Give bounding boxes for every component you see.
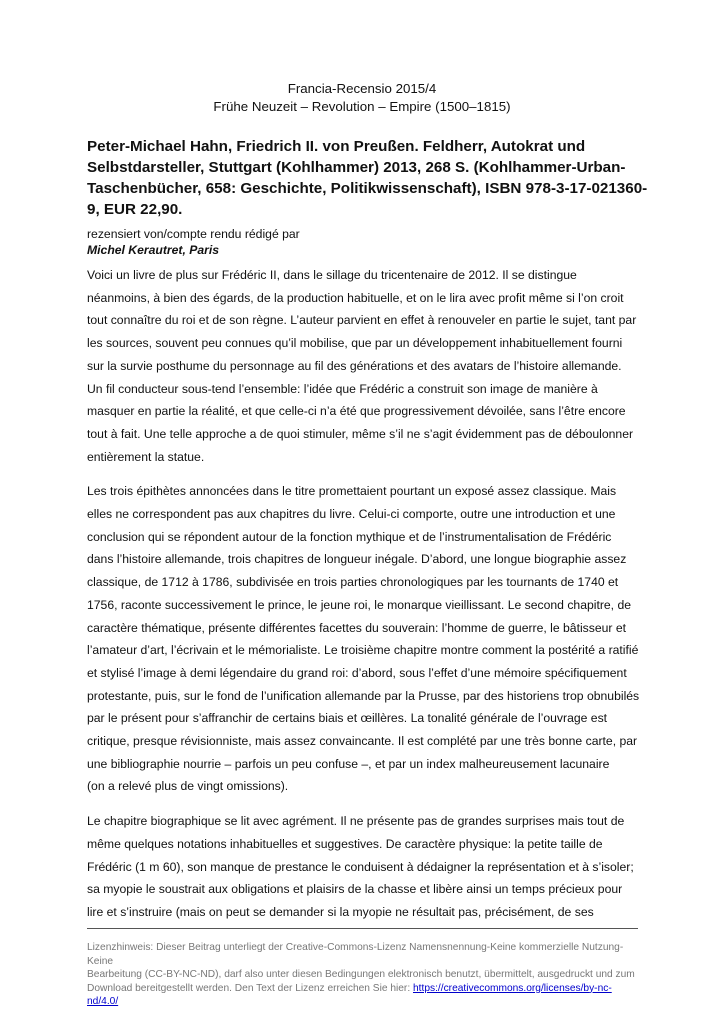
- title-line: Peter-Michael Hahn, Friedrich II. von Preußen. Feldherr, Autokrat und: [87, 138, 586, 155]
- text-line: tout connaître du roi et de son règne. L’auteur parvient en effet à renouveler en partie le sujet, tant par: [87, 313, 637, 328]
- text-line: lire et s’instruire (mais on peut se demander si la myopie ne résultait pas, précisément, de ses: [87, 904, 594, 919]
- section-heading: Frühe Neuzeit – Revolution – Empire (1500–1815): [213, 99, 511, 114]
- text-line: tout à fait. Une telle approche a de quoi stimuler, même s’il ne s’agit évidemment pas de déboulonner: [87, 426, 634, 441]
- text-line: néanmoins, à bien des égards, de la production habituelle, et on le lira avec profit même si l’on croit: [87, 290, 624, 305]
- license-notice: [87, 941, 638, 1009]
- byline: [87, 226, 300, 258]
- text-line: même quelques notations inhabituelles et suggestives. De caractère physique: la petite taille de: [87, 836, 603, 851]
- text-line: et stylisé l’image à demi légendaire du grand roi: d’abord, sous l’effet d’une mémoire spécifiquement: [87, 665, 627, 680]
- text-line: Les trois épithètes annoncées dans le titre promettaient pourtant un exposé assez classique. Mais: [87, 484, 617, 499]
- text-line: (on a relevé plus de vingt omissions).: [87, 779, 289, 794]
- text-line: les sources, souvent peu connues qu’il mobilise, que par un développement inhabituellement fourni: [87, 336, 623, 351]
- text-line: une bibliographie nourrie – parfois un peu confuse –, et par un index malheureusement lacunaire: [87, 756, 610, 771]
- text-line: conclusion qui se répondent autour de la fonction mythique et de l’instrumentalisation de Frédéric: [87, 529, 612, 544]
- text-line: Frédéric (1 m 60), son manque de prestance le conduisent à dédaigner la représentation et à s’isoler;: [87, 859, 634, 874]
- license-text-line: Bearbeitung (CC-BY-NC-ND), darf also unter diesen Bedingungen elektronisch benutzt, übermittelt, ausgedruckt und zum: [87, 969, 635, 980]
- title-line: Taschenbücher, 658: Geschichte, Politikwissenschaft), ISBN 978-3-17-021360-: [87, 180, 648, 197]
- paragraph: [87, 264, 638, 468]
- text-line: l’amateur d’art, l’écrivain et le mémorialiste. Le troisième chapitre montre comment la postérité a ratifié: [87, 643, 639, 658]
- license-text-line: [87, 982, 638, 1009]
- text-line: protestante, puis, sur le fond de l’unification allemande par la Prusse, par des historiens trop obnubilés: [87, 688, 640, 703]
- review-body: [87, 264, 638, 936]
- reviewer-name: Michel Kerautret, Paris: [87, 243, 220, 257]
- title-line: Selbstdarsteller, Stuttgart (Kohlhammer) 2013, 268 S. (Kohlhammer-Urban-: [87, 159, 626, 176]
- text-line: Un fil conducteur sous-tend l’ensemble: l’idée que Frédéric a construit son image de manière à: [87, 381, 598, 396]
- text-line: Voici un livre de plus sur Frédéric II, dans le sillage du tricentenaire de 2012. Il se distingue: [87, 268, 577, 282]
- text-line: Le chapitre biographique se lit avec agrément. Il ne présente pas de grandes surprises mais tout de: [87, 814, 625, 829]
- paragraph: [87, 480, 638, 798]
- text-line: par le présent pour s’affranchir de certains biais et œillères. La tonalité générale de l’ouvrage est: [87, 711, 608, 726]
- text-line: critique, presque révisionniste, mais assez convaincante. Il est complété par une très bonne carte, par: [87, 734, 638, 749]
- paragraph: [87, 810, 638, 924]
- text-line: sa myopie le soustrait aux obligations et plaisirs de la chasse et libère ainsi un temps précieux pour: [87, 882, 623, 897]
- title-line: 9, EUR 22,90.: [87, 201, 183, 218]
- text-line: 1756, raconte successivement le prince, le jeune roi, le monarque vieillissant. Le second chapitre, de: [87, 597, 632, 612]
- license-text-prefix: Download bereitgestellt werden. Den Text der Lizenz erreichen Sie hier:: [87, 982, 413, 994]
- text-line: sur la survie posthume du personnage au fil des générations et des avatars de l’histoire allemande.: [87, 358, 622, 373]
- text-line: entièrement la statue.: [87, 449, 205, 464]
- license-text-line: Lizenzhinweis: Dieser Beitrag unterliegt der Creative-Commons-Lizenz Namensnennung-Keine kommerzielle Nutzung-Keine: [87, 942, 624, 967]
- license-link[interactable]: https://creativecommons.org/licenses/by-nc-nd/4.0/: [87, 982, 612, 1007]
- text-line: masquer en partie la réalité, et que celle-ci n’a été que progressivement dévoilée, sans l’être encore: [87, 404, 626, 419]
- text-line: classique, de 1712 à 1786, subdivisée en trois parties chronologiques par les tournants de 1740 et: [87, 575, 619, 590]
- text-line: caractère thématique, présente différentes facettes du souverain: l’homme de guerre, le bâtisseur et: [87, 620, 627, 635]
- review-title: [87, 136, 648, 220]
- running-header: [0, 80, 724, 116]
- journal-issue: Francia-Recensio 2015/4: [287, 81, 437, 96]
- reviewed-by-label: rezensiert von/compte rendu rédigé par: [87, 227, 300, 241]
- footer-divider: [87, 928, 638, 929]
- text-line: dans l’histoire allemande, trois chapitres de longueur inégale. D’abord, une longue biographie assez: [87, 552, 627, 567]
- text-line: elles ne correspondent pas aux chapitres du livre. Celui-ci comporte, outre une introduction et une: [87, 507, 616, 522]
